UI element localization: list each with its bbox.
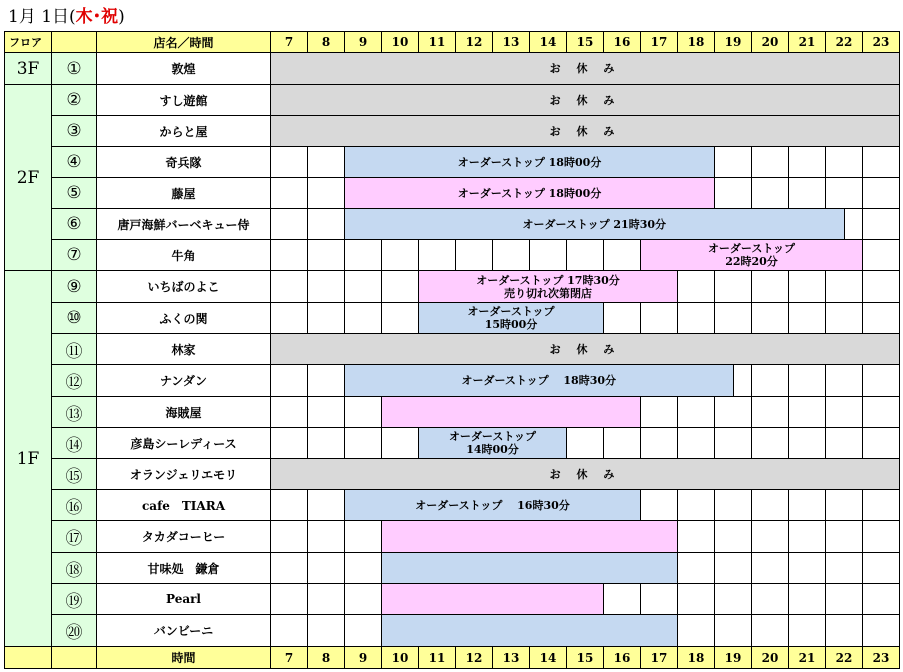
order-stop-label: オーダーストップ: [707, 242, 796, 255]
order-stop-label: オーダーストップ 21時30分: [522, 217, 667, 231]
order-stop-label: 15時00分: [484, 318, 538, 331]
time-slot: [751, 583, 789, 615]
time-slot: [307, 177, 345, 209]
time-slot: [862, 302, 900, 334]
time-slot: [270, 614, 308, 647]
time-slot: [788, 427, 826, 459]
hour-header-7: 7: [270, 31, 308, 53]
time-slot: [751, 489, 789, 521]
time-slot: [751, 520, 789, 553]
store-name: すし遊館: [96, 84, 271, 116]
time-slot: [344, 614, 382, 647]
store-number: ⑯: [51, 489, 97, 521]
closed-label: お 休 み: [549, 467, 621, 481]
closed-label: お 休 み: [549, 62, 621, 75]
time-slot: [307, 270, 345, 303]
open-hours-bar: [418, 302, 604, 334]
closed-label: お 休 み: [549, 124, 621, 138]
footer-time-label: 時間: [96, 646, 271, 669]
store-name: 海賊屋: [96, 396, 271, 428]
time-slot: [751, 177, 789, 209]
time-slot: [344, 239, 382, 271]
time-slot: [381, 239, 419, 271]
hour-header-18: 18: [677, 31, 715, 53]
time-slot: [825, 614, 863, 647]
store-number: ⑪: [51, 333, 97, 365]
hour-header-10: 10: [381, 31, 419, 53]
hour-footer-10: 10: [381, 646, 419, 669]
time-slot: [603, 239, 641, 271]
time-slot: [788, 270, 826, 303]
time-slot: [307, 364, 345, 397]
time-slot: [307, 614, 345, 647]
store-number: ⑱: [51, 552, 97, 584]
store-name: 奇兵隊: [96, 146, 271, 178]
store-number: ⑥: [51, 208, 97, 240]
store-name: 唐戸海鮮バーベキュー侍: [96, 208, 271, 240]
time-slot: [677, 302, 715, 334]
store-name: 藤屋: [96, 177, 271, 209]
hour-footer-17: 17: [640, 646, 678, 669]
store-number: ⑤: [51, 177, 97, 209]
time-slot: [825, 270, 863, 303]
time-slot: [603, 302, 641, 334]
time-slot: [714, 552, 752, 584]
closed-bar: [270, 333, 900, 365]
order-stop-label: オーダーストップ 18時00分: [457, 155, 602, 169]
hour-header-13: 13: [492, 31, 530, 53]
time-slot: [270, 427, 308, 459]
time-slot: [344, 427, 382, 459]
closed-bar: [270, 115, 900, 147]
time-slot: [307, 520, 345, 553]
order-stop-label: 14時00分: [466, 443, 519, 456]
time-slot: [714, 302, 752, 334]
hour-footer-15: 15: [566, 646, 604, 669]
time-slot: [270, 270, 308, 303]
open-hours-bar: [418, 427, 567, 459]
hour-header-14: 14: [529, 31, 567, 53]
time-slot: [344, 270, 382, 303]
time-slot: [714, 583, 752, 615]
open-hours-bar: [344, 146, 715, 178]
store-time-header: 店名／時間: [96, 31, 271, 53]
hour-footer-7: 7: [270, 646, 308, 669]
time-slot: [751, 427, 789, 459]
time-slot: [270, 364, 308, 397]
hour-header-11: 11: [418, 31, 456, 53]
time-slot: [788, 364, 826, 397]
time-slot: [381, 427, 419, 459]
title-suffix: ): [118, 7, 125, 27]
time-slot: [751, 302, 789, 334]
floor-label-3f: 3F: [4, 52, 52, 85]
time-slot: [381, 302, 419, 334]
hour-footer-14: 14: [529, 646, 567, 669]
hour-footer-19: 19: [714, 646, 752, 669]
open-hours-bar: [344, 364, 734, 397]
time-slot: [825, 364, 863, 397]
footer-num-cell: [51, 646, 97, 669]
time-slot: [862, 552, 900, 584]
time-slot: [751, 552, 789, 584]
time-slot: [714, 146, 752, 178]
time-slot: [640, 302, 678, 334]
time-slot: [825, 583, 863, 615]
time-slot: [714, 396, 752, 428]
time-slot: [307, 146, 345, 178]
time-slot: [714, 427, 752, 459]
closed-label: お 休 み: [549, 342, 621, 356]
time-slot: [825, 552, 863, 584]
time-slot: [307, 489, 345, 521]
order-stop-label: オーダーストップ 18時30分: [461, 374, 617, 387]
title-holiday: 木･祝: [75, 7, 119, 27]
hour-footer-21: 21: [788, 646, 826, 669]
store-number: ⑨: [51, 270, 97, 303]
time-slot: [270, 489, 308, 521]
open-hours-bar: [344, 489, 641, 521]
hour-footer-8: 8: [307, 646, 345, 669]
floor-label-1f: 1F: [4, 270, 52, 647]
time-slot: [751, 614, 789, 647]
time-slot: [788, 177, 826, 209]
hour-footer-18: 18: [677, 646, 715, 669]
time-slot: [788, 520, 826, 553]
time-slot: [751, 146, 789, 178]
open-hours-bar: [381, 583, 604, 615]
closed-bar: [270, 52, 900, 85]
time-slot: [751, 396, 789, 428]
time-slot: [714, 270, 752, 303]
time-slot: [862, 520, 900, 553]
store-number: ⑦: [51, 239, 97, 271]
num-header: [51, 31, 97, 53]
time-slot: [862, 208, 900, 240]
store-number: ⑬: [51, 396, 97, 428]
order-stop-label: オーダーストップ 18時00分: [457, 186, 602, 200]
hour-footer-9: 9: [344, 646, 382, 669]
store-number: ⑰: [51, 520, 97, 553]
time-slot: [307, 239, 345, 271]
closed-bar: [270, 458, 900, 490]
time-slot: [862, 364, 900, 397]
time-slot: [344, 552, 382, 584]
time-slot: [455, 239, 493, 271]
time-slot: [677, 583, 715, 615]
time-slot: [825, 520, 863, 553]
open-hours-bar: [418, 270, 678, 303]
time-slot: [307, 208, 345, 240]
time-slot: [862, 427, 900, 459]
time-slot: [862, 239, 900, 271]
time-slot: [344, 302, 382, 334]
open-hours-bar: [381, 614, 678, 647]
time-slot: [825, 427, 863, 459]
hour-header-15: 15: [566, 31, 604, 53]
time-slot: [677, 270, 715, 303]
hour-footer-20: 20: [751, 646, 789, 669]
time-slot: [307, 302, 345, 334]
closed-bar: [270, 84, 900, 116]
hour-footer-23: 23: [862, 646, 900, 669]
time-slot: [270, 396, 308, 428]
hour-header-16: 16: [603, 31, 641, 53]
open-hours-bar: [344, 177, 715, 209]
title-prefix: 1月 1日(: [8, 7, 76, 27]
open-hours-bar: [381, 520, 678, 553]
store-number: ⑩: [51, 302, 97, 334]
open-hours-bar: [381, 552, 678, 584]
time-slot: [307, 552, 345, 584]
time-slot: [344, 520, 382, 553]
time-slot: [788, 614, 826, 647]
time-slot: [788, 146, 826, 178]
time-slot: [751, 270, 789, 303]
floor-label-2f: 2F: [4, 84, 52, 271]
time-slot: [751, 364, 789, 397]
hour-header-22: 22: [825, 31, 863, 53]
store-name: 林家: [96, 333, 271, 365]
time-slot: [566, 239, 604, 271]
time-slot: [344, 583, 382, 615]
time-slot: [788, 489, 826, 521]
time-slot: [788, 302, 826, 334]
store-number: ⑭: [51, 427, 97, 459]
hour-footer-22: 22: [825, 646, 863, 669]
store-name: 牛角: [96, 239, 271, 271]
hour-footer-13: 13: [492, 646, 530, 669]
store-name: オランジェリエモリ: [96, 458, 271, 490]
store-name: 敦煌: [96, 52, 271, 85]
time-slot: [714, 489, 752, 521]
time-slot: [418, 239, 456, 271]
time-slot: [677, 552, 715, 584]
open-hours-bar: [344, 208, 845, 240]
time-slot: [492, 239, 530, 271]
hour-header-8: 8: [307, 31, 345, 53]
store-name: 彦島シーレディース: [96, 427, 271, 459]
hour-footer-12: 12: [455, 646, 493, 669]
time-slot: [344, 396, 382, 428]
order-stop-label: オーダーストップ: [467, 305, 555, 318]
store-number: ⑮: [51, 458, 97, 490]
time-slot: [862, 146, 900, 178]
hour-header-19: 19: [714, 31, 752, 53]
time-slot: [788, 552, 826, 584]
time-slot: [640, 396, 678, 428]
time-slot: [307, 396, 345, 428]
store-name: タカダコーヒー: [96, 520, 271, 553]
time-slot: [862, 614, 900, 647]
time-slot: [640, 489, 678, 521]
open-hours-bar: [640, 239, 863, 271]
hour-header-23: 23: [862, 31, 900, 53]
hour-header-12: 12: [455, 31, 493, 53]
time-slot: [825, 396, 863, 428]
store-number: ④: [51, 146, 97, 178]
closed-label: お 休 み: [549, 93, 621, 107]
time-slot: [714, 177, 752, 209]
store-name: ナンダン: [96, 364, 271, 397]
time-slot: [677, 427, 715, 459]
time-slot: [862, 489, 900, 521]
store-number: ⑲: [51, 583, 97, 615]
order-stop-label: オーダーストップ: [448, 430, 537, 443]
time-slot: [677, 520, 715, 553]
time-slot: [862, 177, 900, 209]
time-slot: [677, 614, 715, 647]
floor-header: フロア: [4, 31, 52, 53]
time-slot: [825, 146, 863, 178]
time-slot: [307, 583, 345, 615]
hour-header-20: 20: [751, 31, 789, 53]
time-slot: [714, 520, 752, 553]
time-slot: [603, 583, 641, 615]
time-slot: [381, 270, 419, 303]
footer-floor-cell: [4, 646, 52, 669]
time-slot: [677, 489, 715, 521]
store-name: 甘味処 鎌倉: [96, 552, 271, 584]
store-name: からと屋: [96, 115, 271, 147]
time-slot: [566, 427, 604, 459]
time-slot: [529, 239, 567, 271]
time-slot: [270, 520, 308, 553]
store-number: ③: [51, 115, 97, 147]
store-number: ⑫: [51, 364, 97, 397]
order-stop-label: 売り切れ次第閉店: [504, 286, 592, 300]
time-slot: [640, 583, 678, 615]
time-slot: [270, 146, 308, 178]
time-slot: [825, 302, 863, 334]
time-slot: [270, 552, 308, 584]
store-number: ②: [51, 84, 97, 116]
time-slot: [270, 177, 308, 209]
store-number: ⑳: [51, 614, 97, 647]
time-slot: [307, 427, 345, 459]
hour-header-17: 17: [640, 31, 678, 53]
store-name: cafe TIARA: [96, 489, 271, 521]
time-slot: [640, 427, 678, 459]
time-slot: [714, 614, 752, 647]
store-number: ①: [51, 52, 97, 85]
store-name: ふくの関: [96, 302, 271, 334]
time-slot: [862, 396, 900, 428]
time-slot: [270, 302, 308, 334]
time-slot: [788, 396, 826, 428]
store-name: いちばのよこ: [96, 270, 271, 303]
time-slot: [862, 583, 900, 615]
time-slot: [270, 239, 308, 271]
time-slot: [270, 583, 308, 615]
time-slot: [603, 427, 641, 459]
store-name: バンビーニ: [96, 614, 271, 647]
time-slot: [862, 270, 900, 303]
time-slot: [788, 583, 826, 615]
hour-footer-16: 16: [603, 646, 641, 669]
open-hours-bar: [381, 396, 641, 428]
hour-footer-11: 11: [418, 646, 456, 669]
time-slot: [825, 177, 863, 209]
order-stop-label: オーダーストップ 16時30分: [415, 498, 570, 512]
time-slot: [825, 489, 863, 521]
hour-header-21: 21: [788, 31, 826, 53]
time-slot: [677, 396, 715, 428]
hour-header-9: 9: [344, 31, 382, 53]
page-title: [8, 4, 125, 30]
order-stop-label: 22時20分: [725, 255, 778, 268]
store-name: Pearl: [96, 583, 271, 615]
order-stop-label: オーダーストップ 17時30分: [476, 273, 620, 287]
time-slot: [270, 208, 308, 240]
